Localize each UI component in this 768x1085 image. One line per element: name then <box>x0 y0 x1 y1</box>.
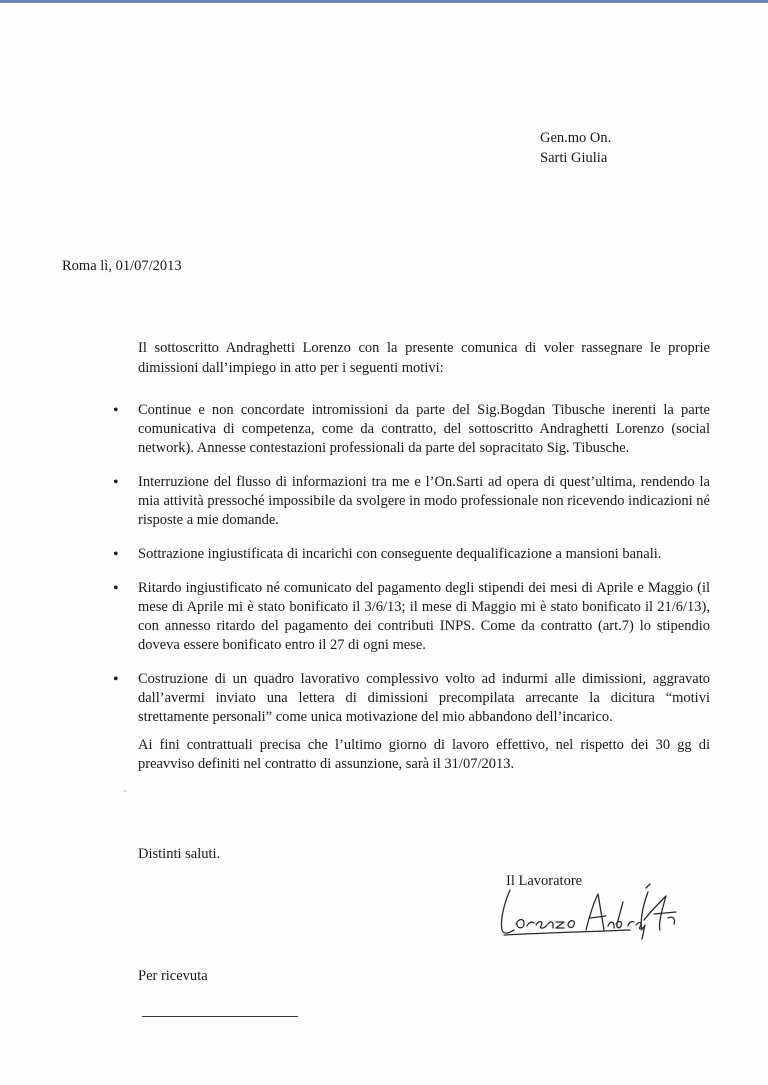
reason-item: • Sottrazione ingiustificata di incarichi con conseguente dequalificazione a mansioni banali. <box>138 545 710 564</box>
addressee-name: Sarti Giulia <box>540 150 608 166</box>
reason-item: • Costruzione di un quadro lavorativo complessivo volto ad indurmi alle dimissioni, aggravato dall’avermi inviato una lettera di dimissioni precompilata arrecante la dicitura “motivi strettamente personali” come unica motivazione del mio abbandono dell’incarico. <box>138 670 710 727</box>
reason-item: • Ritardo ingiustificato né comunicato del pagamento degli stipendi dei mesi di Aprile e Maggio (il mese di Aprile mi è stato bonificato il 3/6/13; il mese di Maggio mi è stato bonificato il 21/6/13), con annesso ritardo del pagamento dei contributi INPS. Come da contratto (art.7) lo stipendio doveva essere bonificato entro il 27 di ogni mese. <box>138 579 710 655</box>
intro-paragraph: Il sottoscritto Andraghetti Lorenzo con la presente comunica di voler rassegnare le proprie dimissioni dall’impiego in atto per i seguenti motivi: <box>138 340 710 376</box>
receipt-signature-line <box>142 1016 298 1017</box>
addressee-block <box>540 128 611 168</box>
closing-paragraph: Ai fini contrattuali precisa che l’ultimo giorno di lavoro effettivo, nel rispetto dei 30 gg di preavviso definiti nel contratto di assunzione, sarà il 31/07/2013. <box>138 737 710 772</box>
receipt-label: Per ricevuta <box>138 968 208 984</box>
handwritten-signature <box>490 880 690 940</box>
reason-item: • Continue e non concordate intromissioni da parte del Sig.Bogdan Tibusche inerenti la parte comunicativa di competenza, come da contratto, del sottoscritto Andraghetti Lorenzo (social network). Annesse contestazioni professionali da parte del sopracitato Sig. Tibusche. <box>138 401 710 458</box>
greeting: Distinti saluti. <box>138 846 221 862</box>
scan-speck <box>124 790 126 792</box>
reason-item: • Interruzione del flusso di informazioni tra me e l’On.Sarti ad opera di quest’ultima, rendendo la mia attività pressoché impossibile da svolgere in modo professionale non ricevendo indicazioni né risposte a mie domande. <box>138 473 710 530</box>
date-line: Roma lì, 01/07/2013 <box>62 258 182 274</box>
reasons-list <box>138 401 710 742</box>
addressee-title: Gen.mo On. <box>540 130 612 146</box>
top-border <box>0 0 768 3</box>
worker-label: Il Lavoratore <box>506 873 583 889</box>
